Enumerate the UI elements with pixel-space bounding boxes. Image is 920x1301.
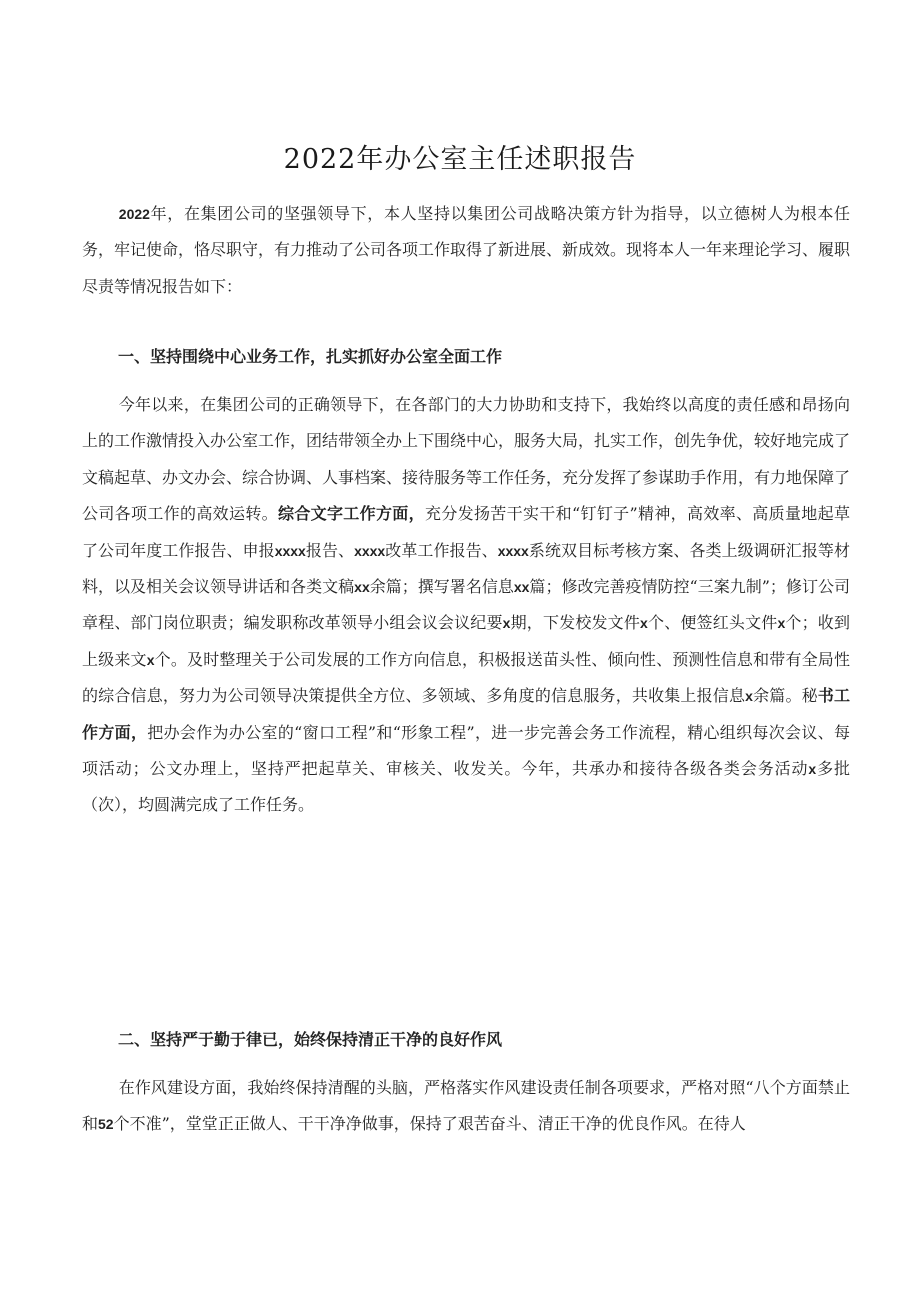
s1-text-2g: 期，下发校发文件	[510, 613, 641, 633]
intro-paragraph	[82, 196, 850, 305]
s1-placeholder-6: x	[502, 615, 511, 632]
s2-number: 52	[98, 1116, 114, 1133]
intro-text: 年，在集团公司的坚强领导下，本人坚持以集团公司战略决策方针为指导，以立德树人为根本任务，牢记使命，恪尽职守，有力推动了公司各项工作取得了新进展、新成效。现将本人一年来理论学习、履职尽责等情况报告如下：	[82, 204, 851, 296]
s1-text-2f: 篇；修改完善疫情防控“三案九制”；修订公司章程、部门岗位职责；编发职称改革领导小组会议会议纪要	[82, 577, 850, 633]
s1-placeholder-8: x	[777, 615, 786, 632]
s1-text-2e: 余篇；撰写署名信息	[369, 577, 514, 597]
intro-year: 2022	[118, 206, 150, 222]
section-1-heading: 一、坚持围绕中心业务工作，扎实抓好办公室全面工作	[118, 347, 503, 366]
s1-text-2j: 个。及时整理关于公司发展的工作方向信息，积极报送苗头性、倾向性、预测性信息和带有全局性的综合信息，努力为公司领导决策提供全方位、多领域、多角度的信息服务，共收集上报信息	[82, 649, 850, 706]
s1-text-2b: 报告、	[305, 540, 355, 560]
s1-text-2k: 余篇。秘	[752, 686, 818, 706]
s1-text-2a: 充分发扬苦干实干和“钉钉子”精神，高效率、高质量地起草了公司年度工作报告、申报	[82, 504, 850, 560]
s1-placeholder-1: xxxx	[274, 542, 306, 559]
s2-text-2: 个不准”，堂堂正正做人、干干净净做事，保持了艰苦奋斗、清正干净的优良作风。在待人	[113, 1114, 746, 1134]
section-1-paragraph	[82, 387, 850, 824]
s1-placeholder-4: xx	[354, 579, 370, 596]
section-2-paragraph	[82, 1070, 850, 1143]
s1-text-2h: 个、便签红头文件	[647, 613, 778, 633]
s1-bold-writing: 综合文字工作方面，	[277, 504, 425, 524]
s1-text-2c: 改革工作报告、	[385, 540, 498, 560]
s1-placeholder-5: xx	[513, 579, 530, 596]
s1-text-2i: 个；收到上级来文	[82, 613, 850, 669]
document-title: 2022年办公室主任述职报告	[283, 144, 637, 175]
s1-text-1: 今年以来，在集团公司的正确领导下，在各部门的大力协助和支持下，我始终以高度的责任感和昂扬向上的工作激情投入办公室工作，团结带领全办上下围绕中心，服务大局，扎实工作，创先争优，较好地完成了文稿起草、办文办会、综合协调、人事档案、接待服务等工作任务，充分发挥了参谋助手作用，有力地保障了公司各项工作的高效运转。	[82, 395, 851, 524]
s1-placeholder-3: xxxx	[497, 542, 529, 559]
s1-placeholder-10: x	[745, 688, 753, 705]
s1-placeholder-7: x	[640, 615, 648, 632]
s1-bold-secretary: 书工作方面，	[82, 686, 850, 742]
s1-placeholder-11: x	[808, 761, 817, 778]
s1-placeholder-9: x	[146, 651, 155, 668]
section-2-heading: 二、坚持严于勤于律已，始终保持清正干净的良好作风	[118, 1030, 503, 1049]
s1-text-2d: 系统双目标考核方案、各类上级调研汇报等材料，以及相关会议领导讲话和各类文稿	[82, 540, 850, 597]
s1-placeholder-2: xxxx	[354, 542, 386, 559]
s2-text-1: 在作风建设方面，我始终保持清醒的头脑，严格落实作风建设责任制各项要求，严格对照“八个方面禁止和	[82, 1078, 850, 1134]
s1-text-3b: 多批（次），均圆满完成了工作任务。	[82, 759, 850, 815]
s1-text-3a: 把办会作为办公室的“窗口工程”和“形象工程”，进一步完善会务工作流程，精心组织每次会议、每项活动；公文办理上，坚持严把起草关、审核关、收发关。今年，共承办和接待各级各类会务活动	[82, 722, 850, 779]
